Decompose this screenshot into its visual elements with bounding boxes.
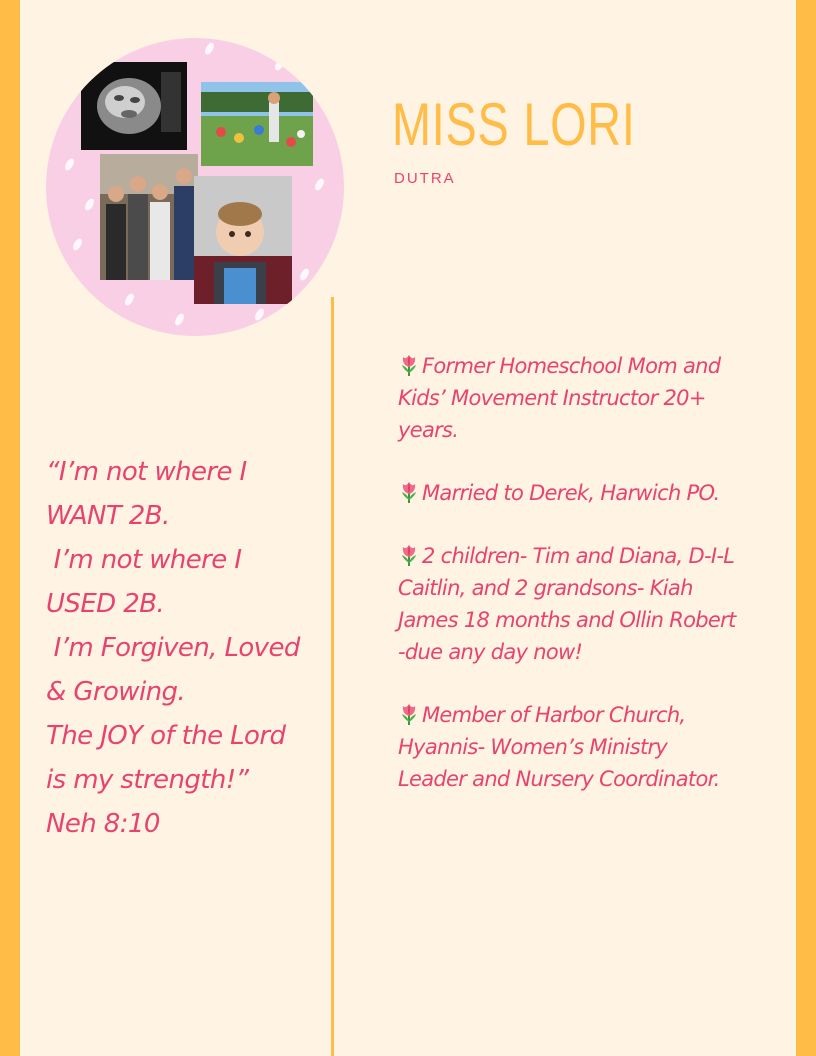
bio-item xyxy=(398,477,738,509)
bio-list xyxy=(398,350,738,826)
quote-line: “I’m not where I xyxy=(46,457,247,487)
right-accent-bar xyxy=(796,0,816,1056)
photo-collage xyxy=(46,38,344,336)
left-accent-bar xyxy=(0,0,20,1056)
kids-outdoor-photo xyxy=(201,82,313,166)
tulip-icon xyxy=(398,353,420,377)
toddler-photo xyxy=(194,176,292,304)
quote-line: I’m Forgiven, Loved xyxy=(46,633,300,663)
quote-line: is my strength!” xyxy=(46,765,249,795)
name-heading: MISS LORI xyxy=(392,91,636,158)
ultrasound-photo xyxy=(81,62,187,150)
tulip-icon xyxy=(398,702,420,726)
bio-item-text: Married to Derek, Harwich PO. xyxy=(422,481,720,505)
bio-item xyxy=(398,540,738,668)
quote-line: The JOY of the Lord xyxy=(46,721,286,751)
quote-line: Neh 8:10 xyxy=(46,809,160,839)
bio-item-text: 2 children- Tim and Diana, D-I-L Caitlin, and 2 grandsons- Kiah James 18 months and Ollin Robert -due any day now! xyxy=(398,544,736,664)
bio-item-text: Member of Harbor Church, Hyannis- Women’s Ministry Leader and Nursery Coordinator. xyxy=(398,703,720,791)
quote-block xyxy=(46,450,321,846)
quote-line: WANT 2B. xyxy=(46,501,170,531)
family-group-photo xyxy=(100,154,198,280)
tulip-icon xyxy=(398,543,420,567)
bio-item xyxy=(398,350,738,446)
bio-item-text: Former Homeschool Mom and Kids’ Movement Instructor 20+ years. xyxy=(398,354,721,442)
quote-line: I’m not where I xyxy=(46,545,242,575)
tulip-icon xyxy=(398,480,420,504)
vertical-divider xyxy=(331,297,334,1056)
bio-item xyxy=(398,699,738,795)
quote-line: & Growing. xyxy=(46,677,186,707)
name-subheading: DUTRA xyxy=(394,170,456,187)
quote-line: USED 2B. xyxy=(46,589,165,619)
